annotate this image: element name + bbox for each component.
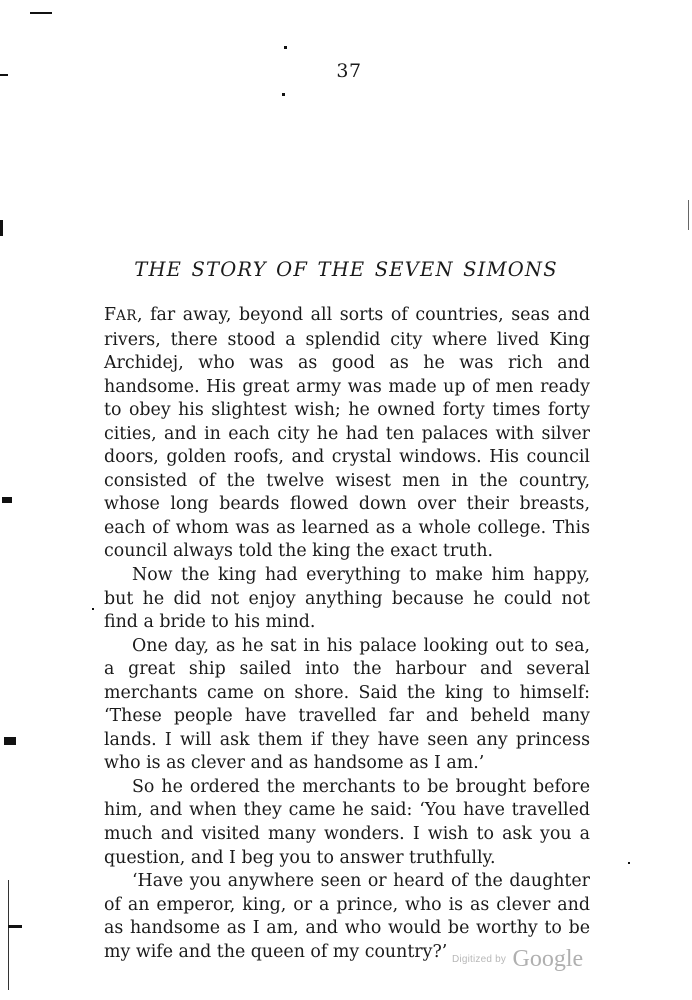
top-rule-mark <box>30 12 52 14</box>
left-edge-arrow-mark <box>4 737 16 745</box>
right-edge-mark <box>688 200 689 230</box>
paragraph: One day, as he sat in his palace looking out to sea, a great ship sailed into the harbour and several merchants came on shore. Said the king to himself: ‘These people have travelled far and beheld many lands. I will ask them if they have seen any princess who is as clever and as handsome as I am.’ <box>104 635 590 774</box>
story-title: THE STORY OF THE SEVEN SIMONS <box>134 258 558 281</box>
paragraph: So he ordered the merchants to be brought before him, and when they came he said: ‘You have travelled much and visited many wonders. I wish to ask you a question, and I beg you to answer truthfully. <box>104 776 590 868</box>
left-edge-arrow-mark <box>8 925 22 928</box>
paragraph: ‘Have you anywhere seen or heard of the daughter of an emperor, king, or a prince, who is as clever and as handsome as I am, and who would be worthy to be my wife and the queen of my country?’ <box>104 871 590 962</box>
speck-mark <box>284 46 287 49</box>
page-number <box>0 60 692 82</box>
credit-prefix: Digitized by <box>452 954 507 965</box>
drop-letter: F <box>104 305 117 325</box>
story-body <box>104 304 590 964</box>
digitized-credit <box>452 946 583 973</box>
speck-mark <box>282 93 285 96</box>
speck-mark <box>92 608 94 610</box>
page-number-text: 37 <box>336 60 362 82</box>
google-logo: Google <box>512 946 584 972</box>
left-edge-mark <box>0 220 3 236</box>
left-edge-arrow-mark <box>2 497 12 503</box>
paragraph: Now the king had everything to make him happy, but he did not enjoy anything because he could not find a bride to his mind. <box>104 565 590 633</box>
paragraph <box>104 304 590 564</box>
paragraph-text: , far away, beyond all sorts of countries, seas and rivers, there stood a splendid city where lived King Archidej, who was as good as he was rich and handsome. His great army was made up of men ready to obey his slightest wish; he owned forty times forty cities, and in each city he had ten palaces with silver doors, golden roofs, and crystal windows. His council consisted of the twelve wisest men in the country, whose long beards flowed down over their breasts, each of whom was as learned as a whole college. This council always told the king the exact truth. <box>104 305 590 562</box>
left-edge-line-mark <box>8 880 9 990</box>
speck-mark <box>628 862 630 864</box>
small-caps-text: AR <box>116 308 137 324</box>
